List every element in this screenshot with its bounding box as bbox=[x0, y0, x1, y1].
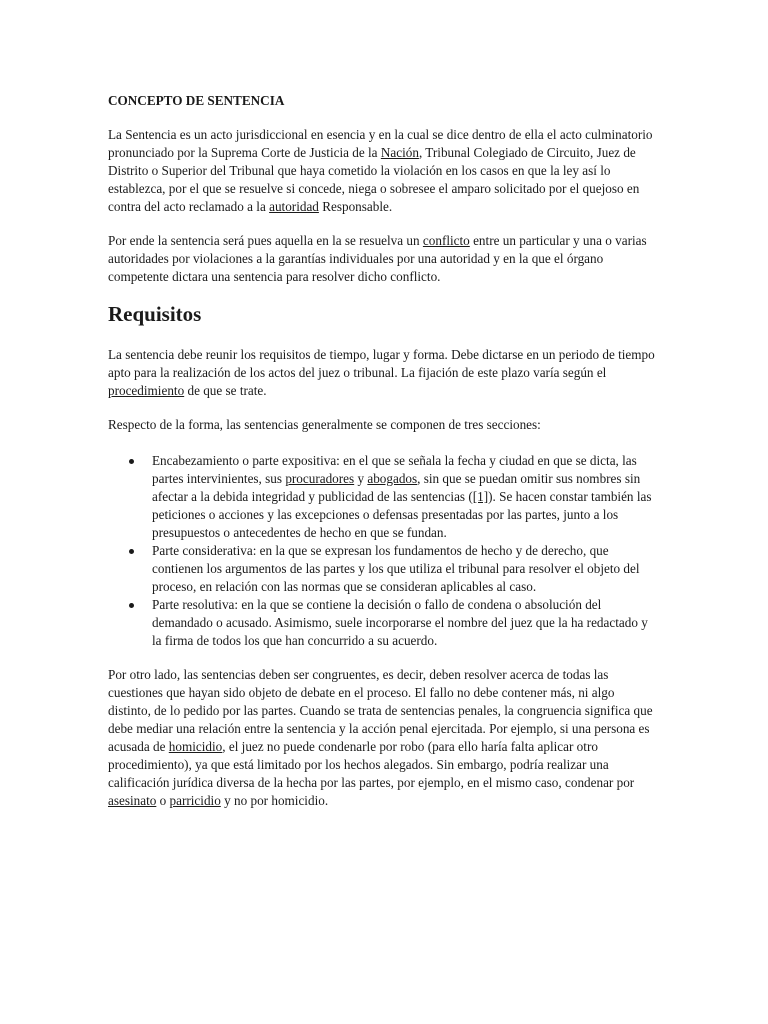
list-item-resolutiva: Parte resolutiva: en la que se contiene la decisión o fallo de condena o absolución del demandado o acusado. Asimismo, suele incorporarse el nombre del juez que la ha redactado y la firma de todos los que han concurrido a su acuerdo. bbox=[152, 596, 660, 650]
section-title-requisitos: Requisitos bbox=[108, 302, 202, 326]
link-homicidio[interactable]: homicidio bbox=[168, 739, 223, 754]
link-autoridad[interactable]: autoridad bbox=[269, 199, 319, 214]
link-abogados[interactable]: abogados bbox=[367, 471, 418, 486]
bullet-icon bbox=[129, 549, 134, 554]
paragraph-conflict: Por ende la sentencia será pues aquella en la se resuelva un conflicto entre un particular y una o varias autoridades por violaciones a la garantías individuales por una autoridad y en la que el órgano competente dictara una sentencia para resolver dicho conflicto. bbox=[108, 233, 647, 284]
document-heading: CONCEPTO DE SENTENCIA bbox=[108, 93, 285, 108]
link-procuradores[interactable]: procuradores bbox=[285, 471, 355, 486]
list-item-encabezamiento: Encabezamiento o parte expositiva: en el que se señala la fecha y ciudad en que se dicta, las partes intervinientes, sus procuradores y abogados, sin que se puedan omitir sus nombres sin afectar a la debida integridad y publicidad de las sentencias ([1]). Se hacen constar también las peticiones o acciones y las excepciones o defensas presentadas por las partes, junto a los presupuestos o antecedentes de hecho en que se fundan. bbox=[152, 452, 660, 542]
bullet-icon bbox=[129, 603, 134, 608]
link-asesinato[interactable]: asesinato bbox=[108, 793, 157, 808]
sections-list bbox=[108, 452, 660, 650]
paragraph-requirements: La sentencia debe reunir los requisitos de tiempo, lugar y forma. Debe dictarse en un periodo de tiempo apto para la realización de los actos del juez o tribunal. La fijación de este plazo varía según el procedimiento de que se trate. bbox=[108, 347, 655, 398]
bullet-icon bbox=[129, 459, 134, 464]
document-page bbox=[108, 92, 660, 810]
paragraph-form-intro: Respecto de la forma, las sentencias generalmente se componen de tres secciones: bbox=[108, 417, 541, 432]
paragraph-congruence: Por otro lado, las sentencias deben ser congruentes, es decir, deben resolver acerca de todas las cuestiones que hayan sido objeto de debate en el proceso. El fallo no debe contener más, ni algo distinto, de lo pedido por las partes. Cuando se trata de sentencias penales, la congruencia significa que debe mediar una relación entre la sentencia y la acción penal ejercitada. Por ejemplo, si una persona es acusada de homicidio, el juez no puede condenarle por robo (para ello haría falta aplicar otro procedimiento), ya que está limitado por los hechos alegados. Sin embargo, podría realizar una calificación jurídica diversa de la hecha por las partes, por ejemplo, en el mismo caso, condenar por asesinato o parricidio y no por homicidio. bbox=[108, 667, 653, 808]
link-procedimiento[interactable]: procedimiento bbox=[108, 383, 185, 398]
link-nacion[interactable]: Nación bbox=[380, 145, 419, 160]
list-item-considerativa: Parte considerativa: en la que se expresan los fundamentos de hecho y de derecho, que contienen los argumentos de las partes y los que utiliza el tribunal para resolver el objeto del proceso, en relación con las normas que se consideran aplicables al caso. bbox=[152, 542, 660, 596]
link-conflicto[interactable]: conflicto bbox=[422, 233, 470, 248]
link-footnote-1[interactable]: [1] bbox=[472, 489, 489, 504]
paragraph-definition: La Sentencia es un acto jurisdiccional en esencia y en la cual se dice dentro de ella el acto culminatorio pronunciado por la Suprema Corte de Justicia de la Nación, Tribunal Colegiado de Circuito, Juez de Distrito o Superior del Tribunal que haya cometido la violación en los casos en que la ley así lo establezca, por el que se resuelve si concede, niega o sobresee el amparo solicitado por el quejoso en contra del acto reclamado a la autoridad Responsable. bbox=[108, 127, 653, 214]
link-parricidio[interactable]: parricidio bbox=[169, 793, 221, 808]
